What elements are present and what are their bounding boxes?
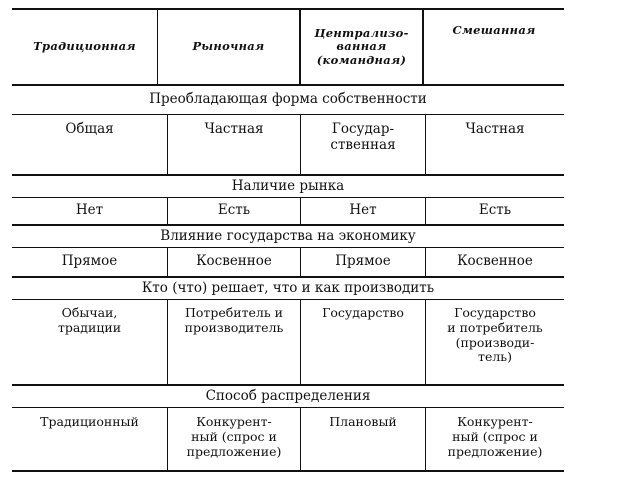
market-market: Есть [217,202,251,219]
market-traditional: Нет [75,202,104,219]
header-command: Централизо- ванная (командная) [314,25,409,67]
section-title-ownership: Преобладающая форма собственности [149,91,427,108]
ownership-market: Частная [204,121,264,137]
market-command: Нет [349,202,377,219]
row-divider [12,407,564,408]
header-market: Рыночная [192,39,265,54]
section-title-market: Наличие рынка [231,177,345,194]
decision-command: Государство [322,305,404,320]
header-traditional: Традиционная [33,39,136,54]
market-mixed: Есть [478,202,512,219]
table-bottom-border [12,470,564,472]
influence-market: Косвенное [196,253,272,270]
decision-market: Потребитель и производитель [184,305,284,335]
influence-traditional: Прямое [61,253,118,270]
distribution-traditional: Традиционный [40,414,139,429]
ownership-mixed: Частная [465,121,525,137]
distribution-command: Плановый [329,414,397,429]
decision-traditional: Обычаи, традиции [57,305,122,335]
section-title-decision: Кто (что) решает, что и как производить [141,279,435,296]
influence-mixed: Косвенное [457,253,533,270]
decision-mixed: Государство и потребитель (производи- тель) [447,305,543,365]
ownership-traditional: Общая [65,121,114,137]
section-title-state-influence: Влияние государства на экономику [160,227,416,244]
economic-systems-table [12,8,564,472]
row-divider [12,299,564,300]
distribution-mixed: Конкурент- ный (спрос и предложение) [447,414,543,459]
influence-command: Прямое [335,253,391,270]
ownership-command: Государ- ственная [330,121,396,153]
header-mixed-label: Смешанная [452,23,536,37]
section-title-distribution: Способ распределения [205,387,371,404]
header-mixed [424,10,564,84]
distribution-market: Конкурент- ный (спрос и предложение) [186,414,282,459]
row-divider [12,114,564,115]
